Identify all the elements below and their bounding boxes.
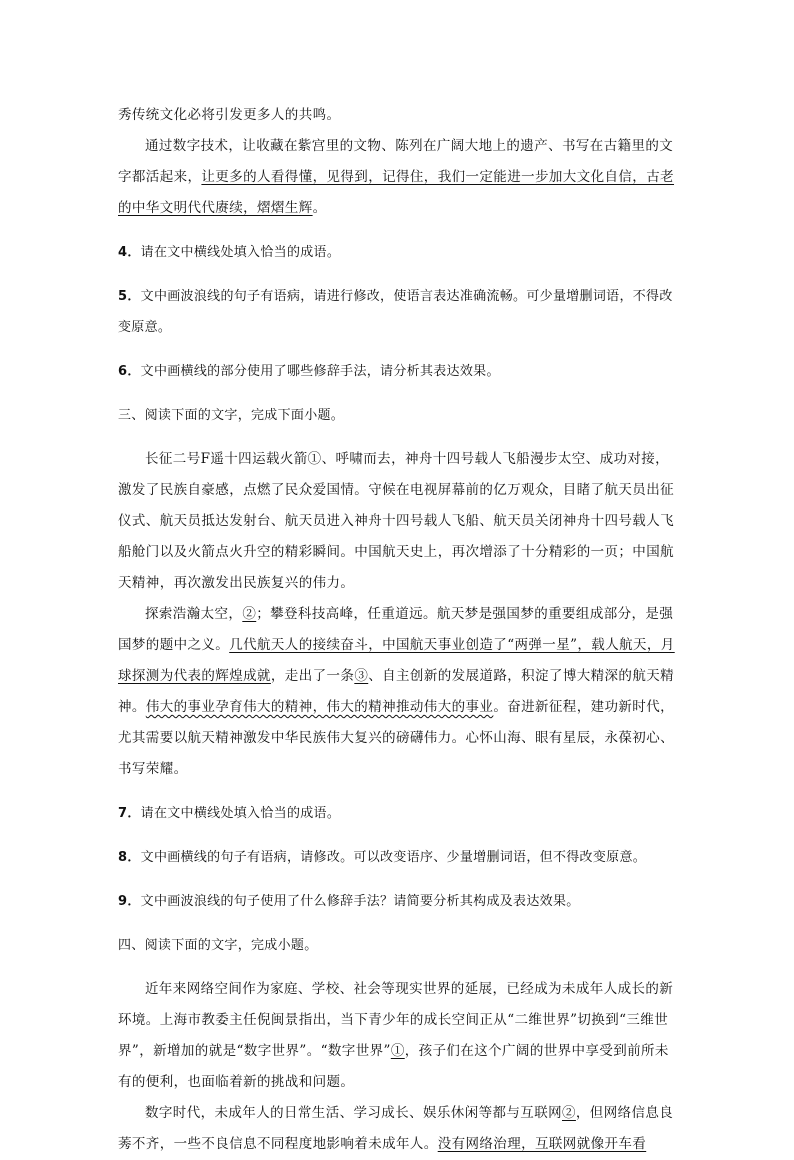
text: 。奋进新征程，建功新时代，尤其需要以航天精神激发中华民族伟大复兴的磅礴伟力。心怀山海、眼有星辰，永葆初心、书写荣耀。 — [118, 699, 675, 777]
paragraph-space-dream — [118, 599, 678, 785]
question-text: 文中画横线的句子有语病，请修改。可以改变语序、少量增删词语，但不得改变原意。 — [140, 850, 647, 865]
question-number: 9． — [118, 894, 141, 909]
question-number: 5． — [118, 289, 141, 304]
question-text: 请在文中横线处填入恰当的成语。 — [140, 245, 341, 260]
paragraph-shenzhou — [118, 444, 678, 599]
question-5 — [118, 281, 678, 343]
section-heading-4: 四、阅读下面的文字，完成小题。 — [118, 938, 318, 953]
text: ，孩子们在这个广阔的世界中享受到前所未有的便利，也面临着新的挑战和问题。 — [118, 1043, 669, 1090]
blank-marker: ③ — [354, 668, 369, 684]
question-4 — [118, 237, 678, 268]
text: ，但网络信息良莠不齐，一些不良信息不同程度地影响着未成年人。 — [118, 1105, 674, 1152]
blank-marker: ② — [242, 606, 257, 622]
question-number: 6． — [118, 364, 141, 379]
question-number: 8． — [118, 850, 141, 865]
question-text: 文中画波浪线的句子使用了什么修辞手法？请简要分析其构成及表达效果。 — [140, 894, 580, 909]
question-text: 文中画横线的部分使用了哪些修辞手法，请分析其表达效果。 — [140, 364, 500, 379]
blank-marker: ① — [390, 1043, 405, 1059]
text: 探索浩瀚太空， — [145, 606, 243, 622]
text: 数字时代，未成年人的日常生活、学习成长、娱乐休闲等都与互联网 — [145, 1105, 562, 1121]
text: 通过数字技术，让收藏在紫宫里的文物、陈列在广阔大地上的遗产、书写在古籍里的文字都活起来， — [118, 138, 674, 185]
underlined-sentence: 几代航天人的接续奋斗，中国航天事业创造了“两弹一星”，载人航天，月球探测为代表的辉煌成就 — [118, 637, 675, 684]
text: 、自主创新的发展道路，积淀了博大精深的航天精神。 — [118, 668, 675, 715]
continued-paragraph-line — [118, 100, 678, 131]
question-number: 7． — [118, 806, 141, 821]
question-9 — [118, 886, 678, 917]
underlined-sentence: 让更多的人看得懂，见得到，记得住，我们一定能进一步加大文化自信，古老的中华文明代代赓续，熠熠生辉 — [118, 169, 675, 216]
blank-marker: ② — [562, 1105, 576, 1121]
question-8 — [118, 842, 678, 873]
question-6 — [118, 356, 678, 387]
paragraph-digital-era — [118, 1098, 678, 1160]
section-heading-3: 三、阅读下面的文字，完成下面小题。 — [118, 408, 345, 423]
text: 长征二号F遥十四运载火箭①、呼啸而去，神舟十四号载人飞船漫步太空、成功对接，激发了民族自豪感，点燃了民众爱国情。守候在电视屏幕前的亿万观众，目睹了航天员出征仪式、航天员抵达发射台、航天员进入神舟十四号载人飞船、航天员关闭神舟十四号载人飞船舱门以及火箭点火升空的精彩瞬间。中国航天史上，再次增添了十分精彩的一页；中国航天精神，再次激发出民族复兴的伟力。 — [118, 451, 674, 591]
question-text: 请在文中横线处填入恰当的成语。 — [140, 806, 341, 821]
paragraph-digital-tech — [118, 131, 678, 224]
question-7 — [118, 798, 678, 829]
paragraph-network-space — [118, 974, 678, 1098]
text: 。 — [312, 200, 327, 216]
wavy-underlined-sentence: 伟大的事业孕育伟大的精神，伟大的精神推动伟大的事业 — [145, 699, 494, 715]
page-content — [118, 100, 678, 1160]
text: 秀传统文化必将引发更多人的共鸣。 — [118, 107, 341, 123]
text: ，走出了一条 — [270, 668, 355, 684]
text: ；攀登科技高峰，任重道远。航天梦是强国梦的重要组成部分，是强国梦的题中之义。 — [118, 606, 674, 653]
question-text: 文中画波浪线的句子有语病，请进行修改，使语言表达准确流畅。可少量增删词语，不得改变原意。 — [118, 289, 673, 335]
underlined-sentence: 没有网络治理，互联网就像开车看 — [437, 1136, 647, 1152]
question-number: 4． — [118, 245, 141, 260]
text: 近年来网络空间作为家庭、学校、社会等现实世界的延展，已经成为未成年人成长的新环境。上海市教委主任倪闽景指出，当下青少年的成长空间正从“二维世界”切换到“三维世界”，新增加的就是“数字世界”。“数字世界” — [118, 981, 674, 1059]
